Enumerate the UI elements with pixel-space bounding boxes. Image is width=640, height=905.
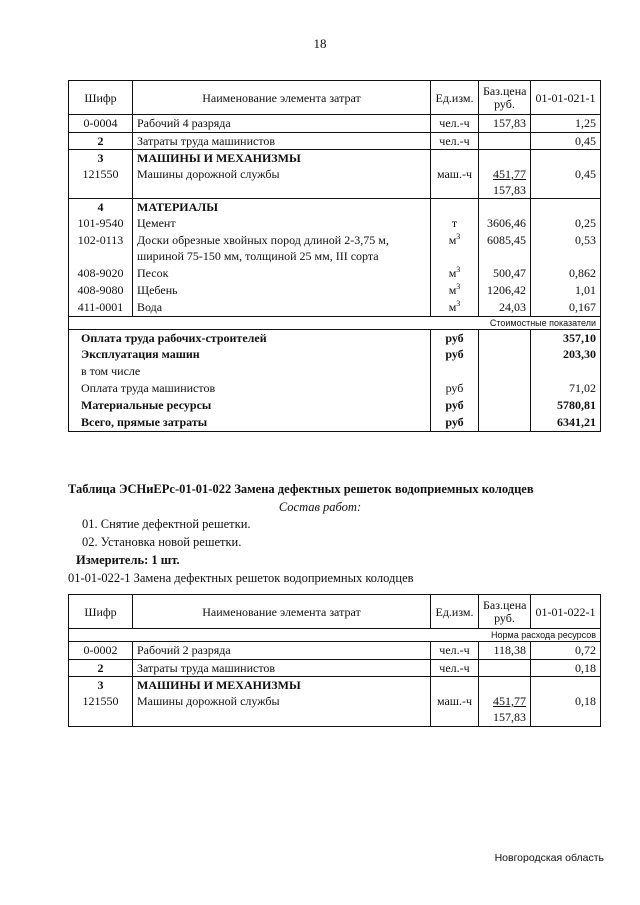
header-price: Баз.цена руб. <box>479 595 531 629</box>
header-code: Шифр <box>69 595 133 629</box>
resource-table-1 <box>68 80 601 432</box>
cell-code: 101-9540 <box>69 215 133 232</box>
cell-code: 121550 <box>69 166 133 199</box>
table-title: Таблица ЭСНиЕРс-01-01-022 Замена дефектных решеток водоприемных колодцев <box>68 482 534 496</box>
cell-name: МАТЕРИАЛЫ <box>133 199 431 216</box>
cost-label: Оплата труда машинистов <box>69 380 431 397</box>
table-row <box>69 677 601 694</box>
cell-price: 500,47 <box>479 265 531 282</box>
cell-price: 6085,45 <box>479 232 531 265</box>
work-step: 01. Снятие дефектной решетки. <box>82 517 251 531</box>
cell-value: 0,45 <box>531 133 601 150</box>
table-row <box>69 693 601 726</box>
cell-code: 3 <box>69 677 133 694</box>
cell-code: 2 <box>69 133 133 150</box>
cell-code: 0-0004 <box>69 115 133 133</box>
cost-unit: руб <box>431 346 479 363</box>
cell-price <box>479 693 531 726</box>
cell-unit: маш.-ч <box>431 693 479 726</box>
cell-unit: т <box>431 215 479 232</box>
table-row <box>69 199 601 216</box>
cost-row <box>69 414 601 431</box>
cost-label: Оплата труда рабочих-строителей <box>69 329 431 346</box>
cost-label: Материальные ресурсы <box>69 397 431 414</box>
cost-unit: руб <box>431 397 479 414</box>
cost-row <box>69 329 601 346</box>
cell-unit: чел.-ч <box>431 133 479 150</box>
cell-price: 1206,42 <box>479 282 531 299</box>
cell-code: 408-9020 <box>69 265 133 282</box>
header-code: Шифр <box>69 81 133 115</box>
cost-value: 71,02 <box>531 380 601 397</box>
cell-unit: $м^3$ <box>431 299 479 316</box>
cell-name: Доски обрезные хвойных пород длиной 2-3,75 м, шириной 75-150 мм, толщиной 25 мм, III сорта <box>133 232 431 265</box>
table-row <box>69 660 601 677</box>
cell-name: Рабочий 2 разряда <box>133 642 431 660</box>
cell-value: 0,862 <box>531 265 601 282</box>
cell-price <box>479 660 531 677</box>
cost-row <box>69 363 601 380</box>
cell-name: МАШИНЫ И МЕХАНИЗМЫ <box>133 150 431 167</box>
header-unit: Ед.изм. <box>431 81 479 115</box>
cost-value: 6341,21 <box>531 414 601 431</box>
table-row <box>69 232 601 265</box>
cell-unit: $м^3$ <box>431 282 479 299</box>
table-header-row <box>69 81 601 115</box>
cell-unit: маш.-ч <box>431 166 479 199</box>
cell-unit: $м^3$ <box>431 232 479 265</box>
cell-unit: чел.-ч <box>431 115 479 133</box>
norm-subheader-row <box>69 629 601 642</box>
cost-label: в том числе <box>69 363 431 380</box>
resource-table-2 <box>68 594 601 727</box>
cost-label: Эксплуатация машин <box>69 346 431 363</box>
cell-name: Машины дорожной службы <box>133 166 431 199</box>
cost-value: 203,30 <box>531 346 601 363</box>
cell-code: 408-9080 <box>69 282 133 299</box>
cell-name: Затраты труда машинистов <box>133 660 431 677</box>
cost-row <box>69 380 601 397</box>
norm-code-line: 01-01-022-1 Замена дефектных решеток водоприемных колодцев <box>68 571 414 585</box>
cost-subheader: Стоимостные показатели <box>69 316 601 329</box>
price-denominator: 157,83 <box>493 710 526 724</box>
table-row <box>69 215 601 232</box>
cell-price: 24,03 <box>479 299 531 316</box>
cell-value: 0,45 <box>531 166 601 199</box>
cell-name: Песок <box>133 265 431 282</box>
cost-value: 5780,81 <box>531 397 601 414</box>
cell-code: 121550 <box>69 693 133 726</box>
cell-unit: чел.-ч <box>431 660 479 677</box>
table-row <box>69 115 601 133</box>
table-header-row <box>69 595 601 629</box>
cost-label: Всего, прямые затраты <box>69 414 431 431</box>
cell-unit: $м^3$ <box>431 265 479 282</box>
cell-name: Цемент <box>133 215 431 232</box>
page-number: 18 <box>313 36 327 51</box>
cell-value: 0,167 <box>531 299 601 316</box>
cell-value: 1,25 <box>531 115 601 133</box>
cell-code: 3 <box>69 150 133 167</box>
cost-unit: руб <box>431 414 479 431</box>
table-row <box>69 265 601 282</box>
cell-code: 411-0001 <box>69 299 133 316</box>
price-numerator: 451,77 <box>493 694 526 708</box>
cell-value: 0,25 <box>531 215 601 232</box>
table-row <box>69 282 601 299</box>
cost-row <box>69 397 601 414</box>
cell-name: Рабочий 4 разряда <box>133 115 431 133</box>
header-unit: Ед.изм. <box>431 595 479 629</box>
table-row <box>69 133 601 150</box>
cell-value: 0,53 <box>531 232 601 265</box>
cell-code: 2 <box>69 660 133 677</box>
work-step: 02. Установка новой решетки. <box>82 535 242 549</box>
cell-name: Вода <box>133 299 431 316</box>
cell-price: 118,38 <box>479 642 531 660</box>
header-price: Баз.цена руб. <box>479 81 531 115</box>
cell-name: Щебень <box>133 282 431 299</box>
cost-unit: руб <box>431 329 479 346</box>
cell-value: 1,01 <box>531 282 601 299</box>
cell-price: 157,83 <box>479 115 531 133</box>
table-row <box>69 150 601 167</box>
measure-unit: Измеритель: 1 шт. <box>76 553 180 567</box>
cell-price <box>479 166 531 199</box>
cell-price <box>479 133 531 150</box>
table-row <box>69 642 601 660</box>
cell-value: 0,72 <box>531 642 601 660</box>
cell-name: МАШИНЫ И МЕХАНИЗМЫ <box>133 677 431 694</box>
table-row <box>69 299 601 316</box>
cell-price: 3606,46 <box>479 215 531 232</box>
price-numerator: 451,77 <box>493 167 526 181</box>
cell-name: Затраты труда машинистов <box>133 133 431 150</box>
cell-code: 0-0002 <box>69 642 133 660</box>
price-denominator: 157,83 <box>493 183 526 197</box>
norm-subheader: Норма расхода ресурсов <box>69 629 601 642</box>
cost-subheader-row <box>69 316 601 329</box>
header-name: Наименование элемента затрат <box>133 595 431 629</box>
footer-region: Новгородская область <box>494 852 604 864</box>
cell-code: 4 <box>69 199 133 216</box>
work-composition-heading: Состав работ: <box>278 500 362 514</box>
table-row <box>69 166 601 199</box>
cell-name: Машины дорожной службы <box>133 693 431 726</box>
cell-code: 102-0113 <box>69 232 133 265</box>
header-name: Наименование элемента затрат <box>133 81 431 115</box>
cost-unit: руб <box>431 380 479 397</box>
cost-row <box>69 346 601 363</box>
header-norm: 01-01-021-1 <box>531 81 601 115</box>
cell-value: 0,18 <box>531 693 601 726</box>
cost-value: 357,10 <box>531 329 601 346</box>
header-norm: 01-01-022-1 <box>531 595 601 629</box>
cell-value: 0,18 <box>531 660 601 677</box>
cell-unit: чел.-ч <box>431 642 479 660</box>
